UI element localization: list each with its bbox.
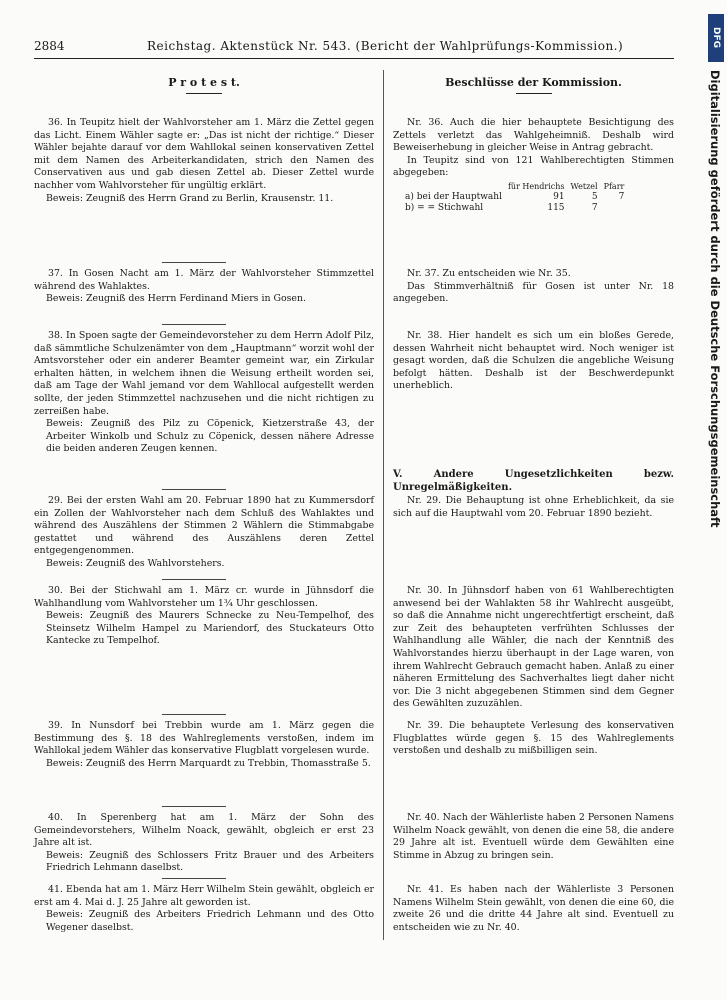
protest-37: 37. In Gosen Nacht am 1. März der Wahlvorsteher Stimmzettel während des Wahlaktes. Beweis: Zeugniß des Herrn Ferdinand Miers in Gosen. bbox=[34, 268, 374, 305]
separator-rule bbox=[162, 806, 226, 807]
separator-rule bbox=[162, 324, 226, 325]
decision-39: Nr. 39. Die behauptete Verlesung des konservativen Flugblattes würde gegen §. 15 des Wahlreglements verstoßen und deshalb zu mißbilligen sein. bbox=[393, 720, 674, 757]
decision-38: Nr. 38. Hier handelt es sich um ein bloßes Gerede, dessen Wahrheit nicht behauptet wird. Noch weniger ist gesagt worden, daß die Schulzen die angebliche Weisung befolgt hätten. Deshalb ist der Beschwerdepunkt unerheblich. bbox=[393, 330, 674, 392]
protest-29: 29. Bei der ersten Wahl am 20. Februar 1890 hat zu Kummersdorf ein Zollen der Wahlvorsteher nach dem Schluß des Wahlaktes und während des Auszählens der Stimmen 2 Wählern die Stimmabgabe gestattet und während des Auszählens deren Zettel entgegengenommen. Beweis: Zeugniß des Wahlvorstehers. bbox=[34, 495, 374, 569]
dfg-logo-icon: DFG bbox=[708, 14, 724, 62]
page-number: 2884 bbox=[34, 39, 65, 53]
decision-29: Nr. 29. Die Behauptung ist ohne Erheblichkeit, da sie sich auf die Hauptwahl vom 20. Februar 1890 bezieht. bbox=[393, 495, 674, 519]
decision-40: Nr. 40. Nach der Wählerliste haben 2 Personen Namens Wilhelm Noack gewählt, von denen die eine 58, die andere 29 Jahre alt ist. Eventuell würde dem Gewählten eine Stimme in Abzug zu bringen sein. bbox=[393, 812, 674, 861]
decision-41: Nr. 41. Es haben nach der Wählerliste 3 Personen Namens Wilhelm Stein gewählt, von denen die eine 60, die zweite 26 und die dritte 44 Jahre alt sind. Eventuell zu entscheiden wie zu Nr. 40. bbox=[393, 884, 674, 933]
separator-rule bbox=[162, 878, 226, 879]
commission-heading: Beschlüsse der Kommission. bbox=[445, 76, 622, 89]
protest-36: 36. In Teupitz hielt der Wahlvorsteher am 1. März die Zettel gegen das Licht. Einem Wähler sagte er: „Das ist nicht der richtige.“ Dieser Wähler bejahte darauf vor dem Wahllokal seinen konservativen Zettel mit dem Namen des Arbeiterkandidaten, strich den Namen des Conservativen aus und gab diesen Zettel ab. Dieser Zettel wurde nachher vom Wahlvorsteher für ungültig erklärt. Beweis: Zeugniß des Herrn Grand zu Berlin, Krausenstr. 11. bbox=[34, 117, 374, 204]
protest-38: 38. In Spoen sagte der Gemeindevorsteher zu dem Herrn Adolf Pilz, daß sämmtliche Schulzenämter von dem „Hauptmann“ worzit wohl der Amtsvorsteher oder ein anderer Beamter gemeint war, ein Zirkular erhalten hätten, in welchem ihnen die Weisung ertheilt worden sei, daß am Tage der Wahl jemand vor dem Wahllocal aufgestellt werden sollte, der jeden Stimmzettel nachzusehen und die nicht richtigen zu zerreißen habe. Beweis: Zeugniß des Pilz zu Cöpenick, Kietzerstraße 43, der Arbeiter Winkolb und Schulz zu Cöpenick, dessen nähere Adresse die beiden anderen Zeugen kennen. bbox=[34, 330, 374, 455]
column-divider bbox=[383, 70, 384, 940]
decision-30: Nr. 30. In Jühnsdorf haben von 61 Wahlberechtigten anwesend bei der Wahlakten 58 ihr Wahlrecht ausgeübt, so daß die Annahme nicht ungerechtfertigt erscheint, daß zur Zeit des behaupteten verfrühten Schlusses der Wahlhandlung alle Wähler, die nach der Kenntniß des Wahlvorstandes hierzu überhaupt in der Lage waren, von ihrem Wahlrecht Gebrauch gemacht haben. Anlaß zu einer näheren Ermittelung des Sachverhaltes liegt daher nicht vor. Die 3 nicht abgegebenen Stimmen sind dem Gegner des Gewählten zuzuzählen. bbox=[393, 585, 674, 710]
table-row: b) = = Stichwahl 115 7 bbox=[405, 203, 598, 214]
right-column-heading bbox=[393, 76, 674, 94]
page-title: Reichstag. Aktenstück Nr. 543. (Bericht der Wahlprüfungs-Kommission.) bbox=[147, 39, 624, 53]
separator-rule bbox=[162, 489, 226, 490]
separator-rule bbox=[162, 262, 226, 263]
header-rule bbox=[34, 58, 674, 59]
protest-41: 41. Ebenda hat am 1. März Herr Wilhelm Stein gewählt, obgleich er erst am 4. Mai d. J. 25 Jahre alt geworden ist. Beweis: Zeugniß des Arbeiters Friedrich Lehmann und des Otto Wegener daselbst. bbox=[34, 884, 374, 933]
left-column-heading bbox=[34, 76, 374, 94]
protest-40: 40. In Sperenberg hat am 1. März der Sohn des Gemeindevorstehers, Wilhelm Noack, gewählt, obgleich er erst 23 Jahre alt ist. Beweis: Zeugniß des Schlossers Fritz Brauer und des Arbeiters Friedrich Lehmann daselbst. bbox=[34, 812, 374, 874]
protest-39: 39. In Nunsdorf bei Trebbin wurde am 1. März gegen die Bestimmung des §. 18 des Wahlreglements verstoßen, indem im Wahllokal jedem Wähler das konservative Flugblatt vorgelesen wurde. Beweis: Zeugniß des Herrn Marquardt zu Trebbin, Thomasstraße 5. bbox=[34, 720, 374, 769]
protest-heading: P r o t e s t. bbox=[168, 76, 240, 89]
dfg-sidebar bbox=[705, 10, 725, 995]
section-v-heading: V. Andere Ungesetzlichkeiten bezw. Unregelmäßigkeiten. bbox=[393, 469, 674, 493]
table-row: a) bei der Hauptwahl 91 5 7 bbox=[405, 191, 625, 202]
protest-30: 30. Bei der Stichwahl am 1. März cr. wurde in Jühnsdorf die Wahlhandlung vom Wahlvorsteher um 1¾ Uhr geschlossen. Beweis: Zeugniß des Maurers Schnecke zu Neu-Tempelhof, des Steinsetz Wilhelm Hampel zu Mariendorf, des Stuckateurs Otto Kantecke zu Tempelhof. bbox=[34, 585, 374, 647]
page-header bbox=[34, 39, 674, 55]
separator-rule bbox=[162, 579, 226, 580]
digitization-notice: Digitalisierung gefördert durch die Deutsche Forschungsgemeinschaft bbox=[708, 70, 722, 528]
decision-37: Nr. 37. Zu entscheiden wie Nr. 35. Das Stimmverhältniß für Gosen ist unter Nr. 18 angegeben. bbox=[393, 268, 674, 305]
decision-36: Nr. 36. Auch die hier behauptete Besichtigung des Zettels verletzt das Wahlgeheimniß. Deshalb wird Beweiserhebung in gleicher Weise in Antrag gebracht. In Teupitz sind von 121 Wahlberechtigten Stimmen abgegeben: für Hendrichs Wetzel Pfarr a) bei der Hauptwahl 91 5 7 b) = = Stichwahl 115 7 bbox=[393, 117, 674, 214]
vote-table: für Hendrichs Wetzel Pfarr a) bei der Hauptwahl 91 5 7 b) = = Stichwahl 115 7 bbox=[405, 182, 630, 215]
separator-rule bbox=[162, 714, 226, 715]
